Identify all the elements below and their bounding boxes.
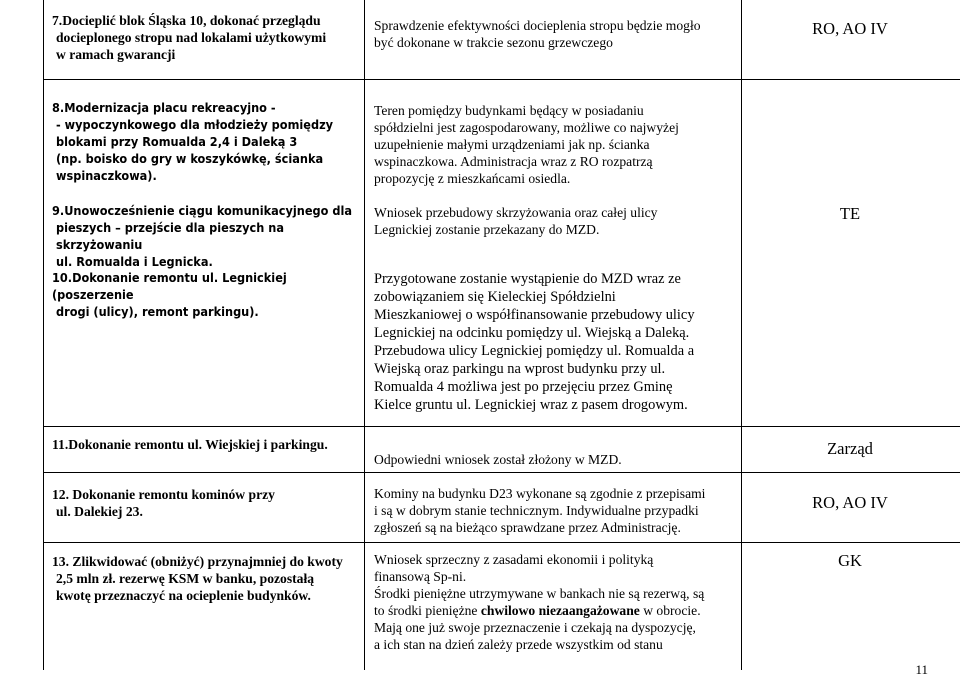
table-border-left [43, 0, 44, 670]
row-7-response: Sprawdzenie efektywności docieplenia stropu będzie mogło być dokonane w trakcie sezonu grzewczego [374, 18, 701, 50]
column-divider-2 [741, 0, 742, 670]
row-8-task: 8.Modernizacja placu rekreacyjno - - wypoczynkowego dla młodzieży pomiędzy blokami przy Romualda 2,4 i Daleką 3 (np. boisko do gry w koszykówkę, ścianka wspinaczkowa). [52, 100, 334, 183]
row-divider [43, 426, 960, 427]
row-9-responsible: TE [839, 204, 861, 223]
response-line: a ich stan na dzień zależy przede wszystkim od stanu [374, 637, 663, 652]
row-12-task: 12. Dokonanie remontu kominów przy ul. Dalekiej 23. [52, 487, 275, 519]
row-8-response: Teren pomiędzy budynkami będący w posiadaniu spółdzielni jest zagospodarowany, możliwe co najwyżej uzupełnienie małymi urządzeniami jak np. ścianka wspinaczkowa. Administracja wraz z RO rozpatrzą propozycję z mieszkańcami osiedla. [374, 103, 679, 186]
response-line: Środki pieniężne utrzymywane w bankach nie są rezerwą, są [374, 586, 705, 601]
response-line: finansową Sp-ni. [374, 569, 467, 584]
row-divider [43, 542, 960, 543]
row-7-responsible: RO, AO IV [812, 19, 888, 38]
row-9-response: Wniosek przebudowy skrzyżowania oraz całej ulicy Legnickiej zostanie przekazany do MZD. [374, 205, 658, 237]
page-number: 11 [915, 662, 928, 677]
row-11-task: 11.Dokonanie remontu ul. Wiejskiej i parkingu. [52, 437, 328, 452]
row-13-response [374, 551, 736, 653]
row-divider [43, 79, 960, 80]
row-13-task: 13. Zlikwidować (obniżyć) przynajmniej do kwoty 2,5 mln zł. rezerwę KSM w banku, pozostałą kwotę przeznaczyć na ocieplenie budynków. [52, 554, 343, 603]
row-divider [43, 472, 960, 473]
row-9-task: 9.Unowocześnienie ciągu komunikacyjnego dla pieszych – przejście dla pieszych na skrzyżowaniu ul. Romualda i Legnicka. [52, 203, 353, 269]
row-7-task: 7.Docieplić blok Śląska 10, dokonać przeglądu docieplonego stropu nad lokalami użytkowymi w ramach gwarancji [52, 13, 327, 62]
row-11-response: Odpowiedni wniosek został złożony w MZD. [374, 452, 622, 467]
row-10-task: 10.Dokonanie remontu ul. Legnickiej (poszerzenie drogi (ulicy), remont parkingu). [52, 270, 287, 319]
row-11-responsible: Zarząd [827, 439, 873, 458]
row-10-response: Przygotowane zostanie wystąpienie do MZD wraz ze zobowiązaniem się Kieleckiej Spółdzielni Mieszkaniowej o współfinansowanie przebudowy ulicy Legnickiej na odcinku pomiędzy ul. Wiejską a Daleką. Przebudowa ulicy Legnickiej pomiędzy ul. Romualda a Wiejską oraz parkingu na wprost budynku przy ul. Romualda 4 możliwa jest po przejęciu przez Gminę Kielce gruntu ul. Legnickiej wraz z pasem drogowym. [374, 271, 695, 413]
row-12-responsible: RO, AO IV [812, 493, 888, 512]
response-line: to środki pieniężne chwilowo niezaangażowane w obrocie. [374, 603, 701, 618]
row-13-responsible: GK [838, 551, 862, 570]
row-12-response: Kominy na budynku D23 wykonane są zgodnie z przepisami i są w dobrym stanie technicznym. Indywidualne przypadki zgłoszeń są na bieżąco sprawdzane przez Administrację. [374, 486, 706, 535]
response-line: Mają one już swoje przeznaczenie i czekają na dyspozycję, [374, 620, 696, 635]
response-line: Wniosek sprzeczny z zasadami ekonomii i polityką [374, 552, 654, 567]
column-divider-1 [364, 0, 365, 670]
